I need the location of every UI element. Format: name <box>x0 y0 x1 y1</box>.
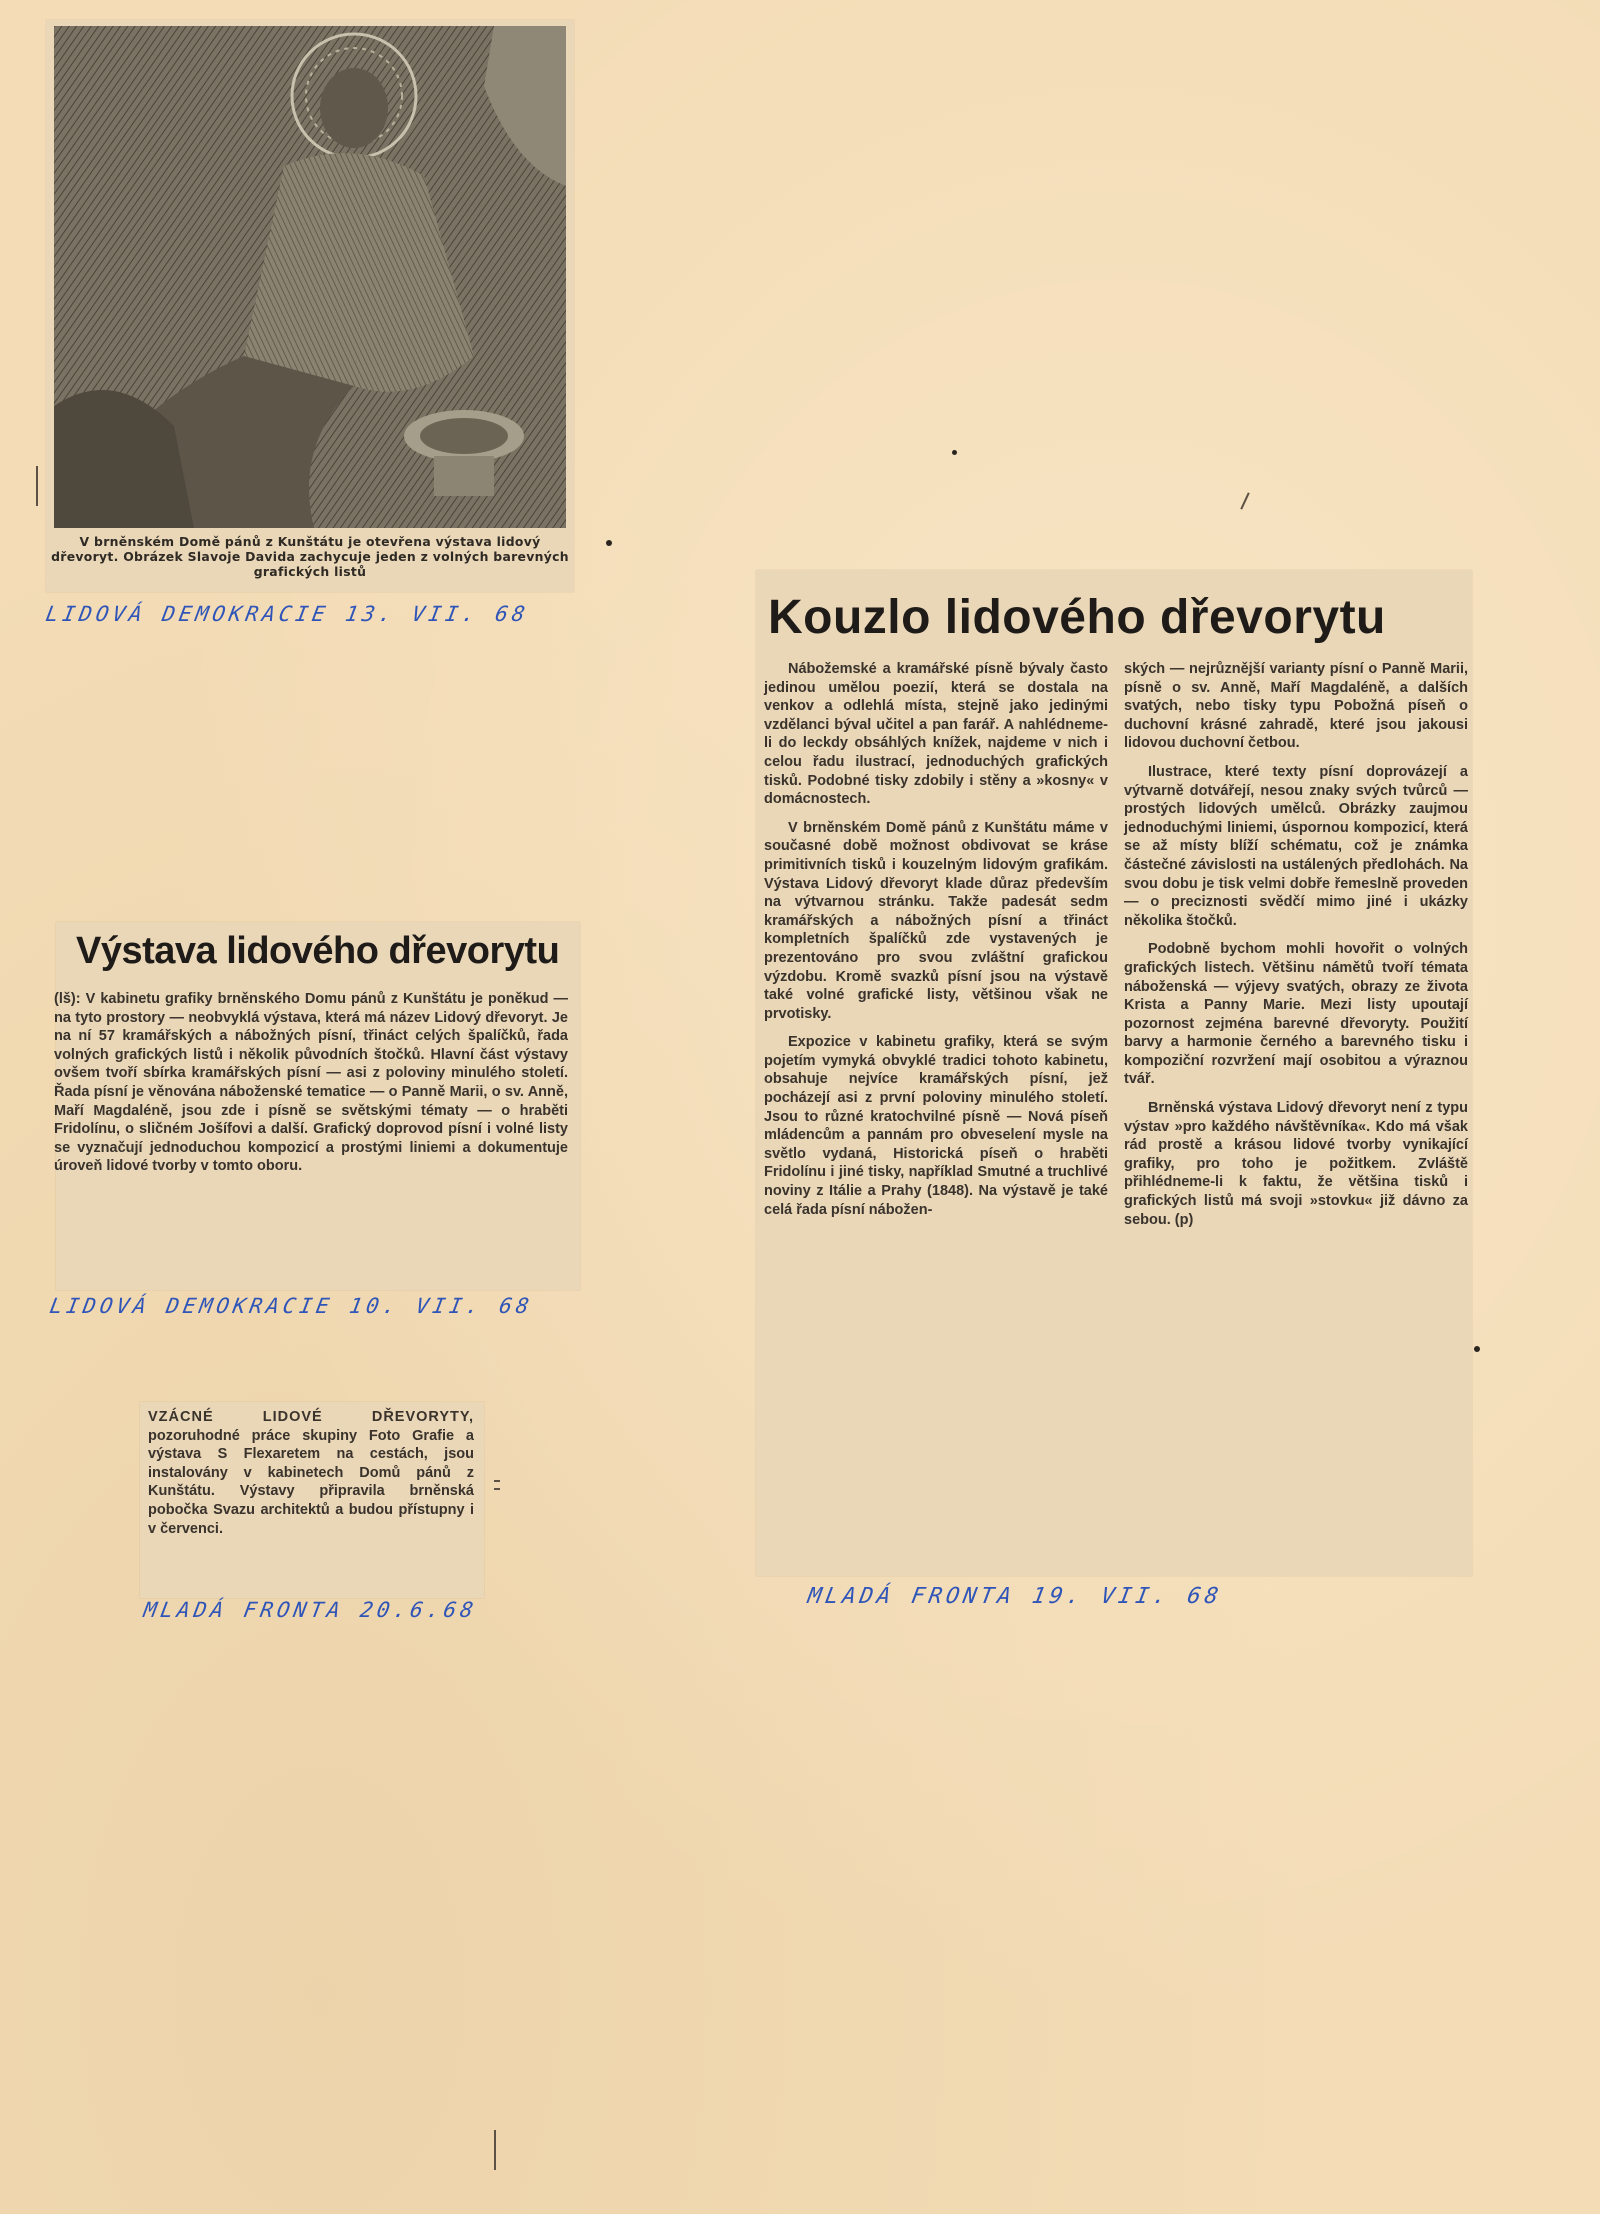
article-column-2 <box>1124 660 1468 1239</box>
article-column-1 <box>764 660 1108 1229</box>
paragraph: Ilustrace, které texty písní doprovázejí a výtvarně dotvářejí, nesou znaky svých tvůrců — prostých lidových umělců. Obrázky zaujmou jednoduchými liniemi, úspornou kompozicí, která se až místy blíží schématu, což je známka částečné závislosti na ustálených předlohách. Na svou dobu je tisk velmi dobře řemeslně proveden — o preciznosti svědčí mimo jiné i ukázky několika štočků. <box>1124 763 1468 929</box>
article-body: (lš): V kabinetu grafiky brněnského Domu pánů z Kunštátu je poněkud — na tyto prostory — neobvyklá výstava, která má název Lidový dřevoryt. Je na ní 57 kramářských a nábožných písní, třináct celých špalíčků, řada volných grafických listů i několik původních štočků. Hlavní část výstavy ovšem tvoří sbírka kramářských písní — asi z poloviny minulého století. Řada písní je věnována náboženské tematice — o Panně Marii, o sv. Anně, Maří Magdaléně, jsou zde i písně se světskými tématy — o hraběti Fridolínu, o sličném Jošífovi a další. Grafický doprovod písní i volné listy se vyznačují jednoduchou kompozicí a prostými liniemi a dokumentuje úroveň lidové tvorby v tomto oboru. <box>54 991 568 1175</box>
notice-lead: VZÁCNÉ LIDOVÉ DŘEVORYTY, <box>148 1409 474 1425</box>
ink-dot <box>606 540 612 546</box>
source-note-mlada-fronta-19: MLADÁ FRONTA 19. VII. 68 <box>805 1584 1225 1609</box>
paragraph: Brněnská výstava Lidový dřevoryt není z typu výstav »pro každého návštěvníka«. Kdo má však rád prostě a krásou lidové tvorby vynikající grafiky, pro toho je požitkem. Zvláště přihlédneme-li k faktu, že většina tisků i grafických listů má svoji »stovku« již dávno za sebou. (p) <box>1124 1100 1468 1228</box>
pencil-stroke <box>494 2130 496 2170</box>
woodcut-illustration-icon <box>54 26 566 528</box>
source-note-lidova-demokracie-13: LIDOVÁ DEMOKRACIE 13. VII. 68 <box>43 602 531 626</box>
paragraph: Nábožemské a kramářské písně bývaly často jedinou umělou poezií, která se dostala na venkov a odlehlá místa, stejně jako jedinými vzdělanci býval učitel a pan farář. A nahlédneme-li do leckdy obsáhlých knížek, najdeme v nich i celou řadu ilustrací, jednoduchých grafických tisků. Podobné tisky zdobily i stěny a »kosny« v domácnostech. <box>764 661 1108 808</box>
short-notice <box>148 1408 474 1538</box>
pencil-stroke <box>494 1488 500 1490</box>
paragraph: V brněnském Domě pánů z Kunštátu máme v současné době možnost obdivovat se kráse primitivních tisků i kouzelným lidovým grafikám. Výstava Lidový dřevoryt klade důraz především na výtvarnou stránku. Takže padesát sedm kramářských a nábožných písní a třináct kompletních špalíčků zde vystavených je prezentováno pro svou zvláštní grafickou výzdobu. Kromě svazků písní jsou na výstavě také volné grafické listy, většinou však ne prvotisky. <box>764 819 1108 1022</box>
article-heading-kouzlo: Kouzlo lidového dřevorytu <box>768 591 1386 644</box>
pencil-stroke <box>494 1480 500 1482</box>
ink-dot <box>1474 1346 1480 1352</box>
ink-dot <box>952 450 957 455</box>
paragraph: Expozice v kabinetu grafiky, která se svým pojetím vymyká obvyklé tradici tohoto kabinetu, obsahuje nejvíce kramářských písní, jež pocházejí asi z první poloviny minulého století. Jsou to různé kratochvilné písně — Nová píseň mládencům a pannám pro obveselení mysle na světlo vydaná, Historická píseň o hraběti Fridolínu i jiné tisky, například Smutné a truchlivé noviny z Itálie a Prahy (1848). Na výstavě je také celá řada písní nábožen- <box>764 1034 1108 1218</box>
photo-caption: V brněnském Domě pánů z Kunštátu je otevřena výstava lidový dřevoryt. Obrázek Slavoje Davida zachycuje jeden z volných barevných grafických listů <box>51 534 569 579</box>
paragraph: Podobně bychom mohli hovořit o volných grafických listech. Většinu námětů tvoří témata náboženská — výjevy svatých, obrazy ze života Krista a Panny Marie. Mezi listy upoutají pozornost zejména barevné dřevoryty. Použití barvy a harmonie černého a barevného tisku i kompoziční rozvržení mají osobitou a výraznou tvář. <box>1124 941 1468 1088</box>
source-note-lidova-demokracie-10: LIDOVÁ DEMOKRACIE 10. VII. 68 <box>47 1294 535 1318</box>
article-heading: Výstava lidového dřevorytu <box>76 930 560 972</box>
notice-body: pozoruhodné práce skupiny Foto Grafie a výstava S Flexaretem na cestách, jsou instalovány v kabinetech Domů pánů z Kunštátu. Výstavy připravila brněnská pobočka Svazu architektů a budou přístupny i v červenci. <box>148 1427 474 1537</box>
pencil-stroke <box>36 466 38 506</box>
source-note-mlada-fronta-20: MLADÁ FRONTA 20.6.68 <box>141 1598 479 1622</box>
pencil-stroke <box>1240 492 1249 509</box>
paragraph: ských — nejrůznější varianty písní o Panně Marii, písně o sv. Anně, Maří Magdaléně, a dalších svatých, nebo tisky typu Pobožná píseň o duchovní krásné zahradě, které jsou jakousi lidovou duchovní četbou. <box>1124 661 1468 752</box>
woodcut-photo <box>54 26 566 528</box>
